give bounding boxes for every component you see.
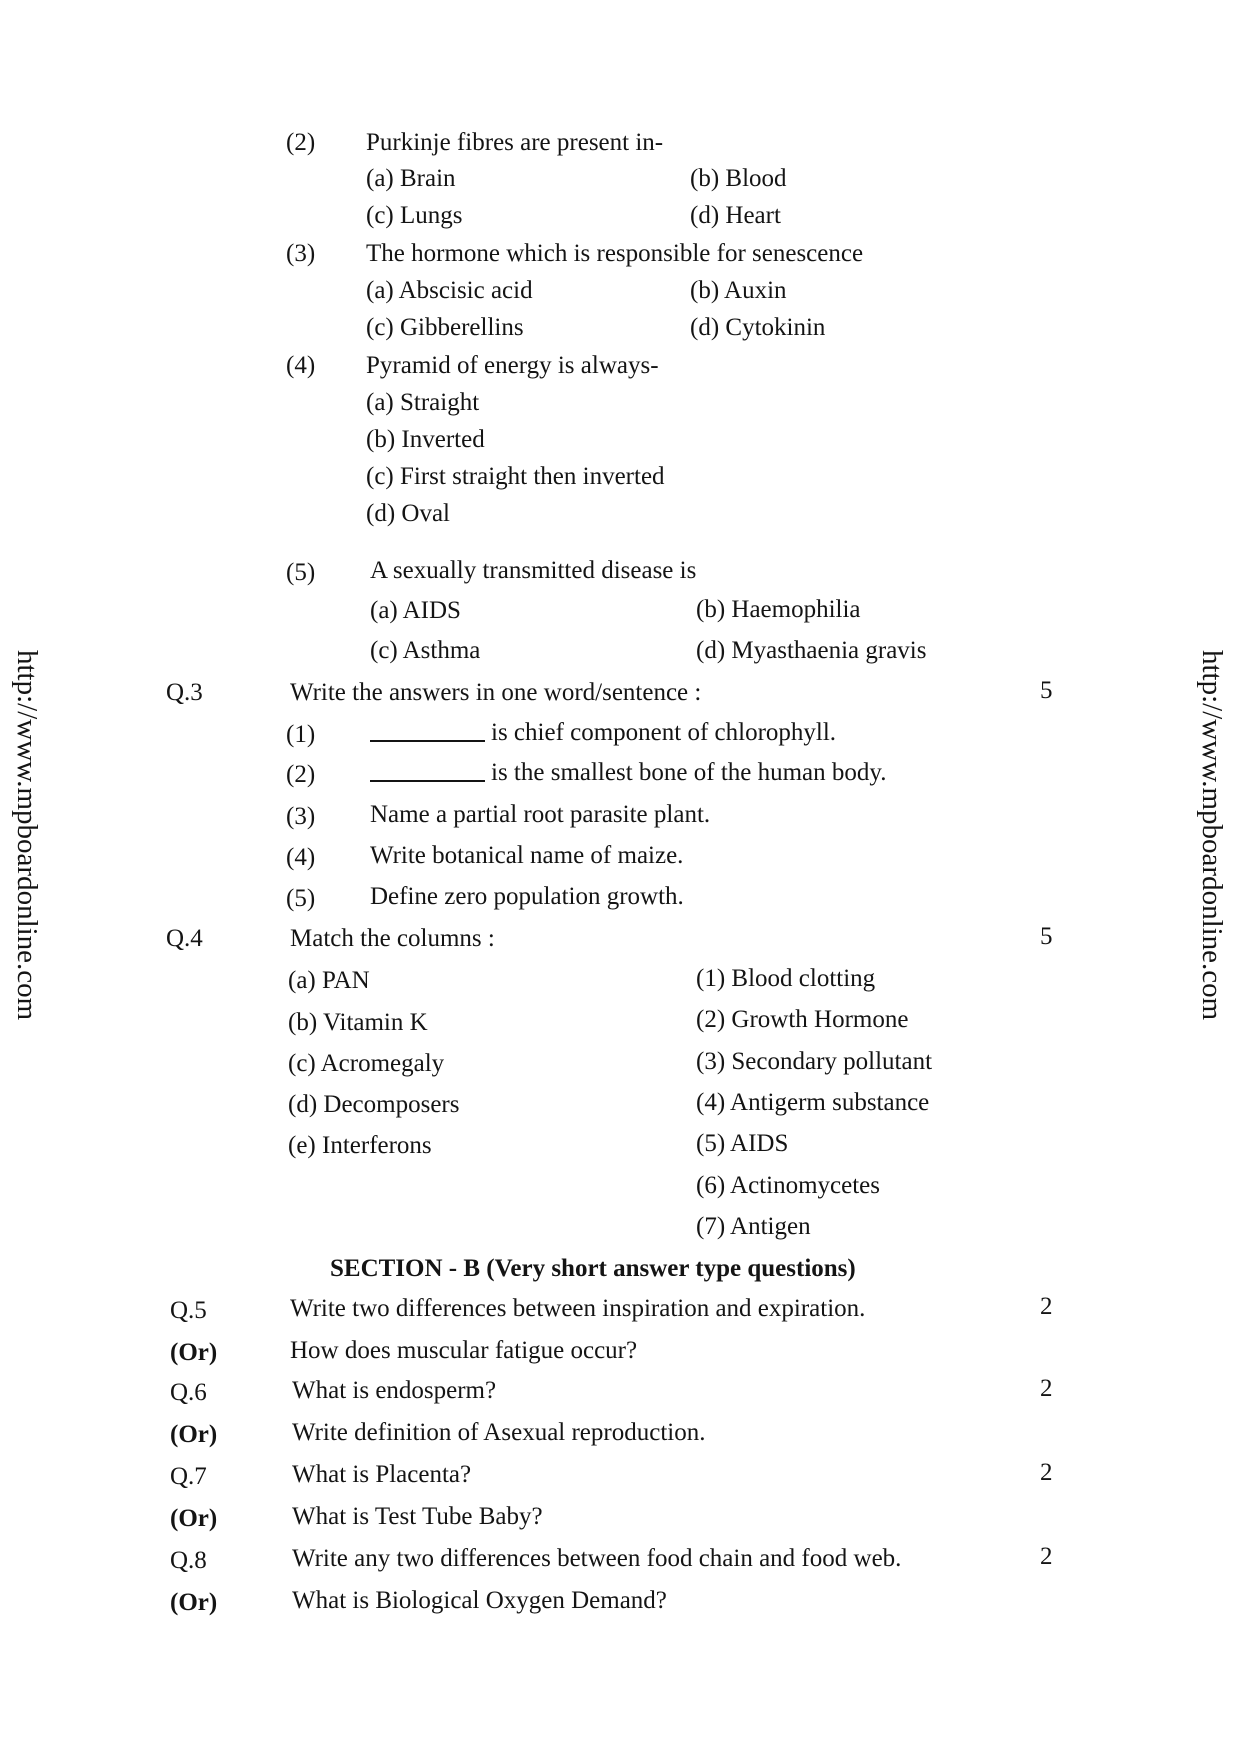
question-label: Q.4 [166, 925, 203, 952]
question-marks: 2 [1040, 1543, 1053, 1570]
item-number: (2) [286, 761, 316, 788]
option-b: (b) Auxin [690, 277, 787, 304]
watermark-url-right: http://www.mpboardonline.com [1196, 650, 1228, 1021]
match-right-item: (2) Growth Hormone [696, 1006, 909, 1033]
option-c: (c) Lungs [366, 202, 463, 229]
item-number: (4) [286, 844, 316, 871]
option-a: (a) AIDS [370, 597, 461, 624]
option-b: (b) Inverted [366, 426, 485, 453]
q2-item-text: Purkinje fibres are present in- [366, 129, 664, 156]
option-d: (d) Heart [690, 202, 781, 229]
option-c: (c) Gibberellins [366, 314, 524, 341]
option-d: (d) Myasthaenia gravis [696, 637, 927, 664]
option-a: (a) Straight [366, 389, 480, 416]
question-marks: 5 [1040, 923, 1053, 950]
q2-item-number: (2) [286, 129, 316, 156]
item-number: (1) [286, 721, 316, 748]
or-label: (Or) [170, 1505, 218, 1532]
match-left-item: (c) Acromegaly [288, 1050, 445, 1077]
q2-item-number: (5) [286, 559, 316, 586]
question-label: Q.6 [170, 1379, 207, 1406]
option-b: (b) Haemophilia [696, 596, 861, 623]
question-text: How does muscular fatigue occur? [290, 1337, 638, 1364]
or-label: (Or) [170, 1589, 218, 1616]
question-text: What is Test Tube Baby? [292, 1503, 543, 1530]
match-right-item: (4) Antigerm substance [696, 1089, 930, 1116]
item-text: Define zero population growth. [370, 883, 684, 910]
answer-blank [370, 740, 485, 742]
option-a: (a) Brain [366, 165, 456, 192]
item-text: is chief component of chlorophyll. [491, 719, 837, 746]
question-text: What is Biological Oxygen Demand? [292, 1587, 667, 1614]
question-title: Write the answers in one word/sentence : [290, 679, 702, 706]
question-label: Q.3 [166, 679, 203, 706]
q2-item-text: A sexually transmitted disease is [370, 557, 697, 584]
question-text: Write any two differences between food chain and food web. [292, 1545, 902, 1572]
option-d: (d) Oval [366, 500, 450, 527]
question-label: Q.7 [170, 1463, 207, 1490]
item-text: Name a partial root parasite plant. [370, 801, 711, 828]
match-left-item: (e) Interferons [288, 1132, 432, 1159]
option-c: (c) First straight then inverted [366, 463, 665, 490]
option-d: (d) Cytokinin [690, 314, 826, 341]
match-right-item: (6) Actinomycetes [696, 1172, 880, 1199]
match-left-item: (b) Vitamin K [288, 1009, 428, 1036]
match-left-item: (a) PAN [288, 967, 370, 994]
answer-blank [370, 780, 485, 782]
question-marks: 2 [1040, 1375, 1053, 1402]
section-b-heading: SECTION - B (Very short answer type questions) [330, 1255, 856, 1282]
option-a: (a) Abscisic acid [366, 277, 533, 304]
item-text: Write botanical name of maize. [370, 842, 684, 869]
question-marks: 2 [1040, 1459, 1053, 1486]
question-label: Q.5 [170, 1297, 207, 1324]
match-right-item: (5) AIDS [696, 1130, 789, 1157]
or-label: (Or) [170, 1421, 218, 1448]
fill-blank-item [370, 720, 836, 745]
or-label: (Or) [170, 1339, 218, 1366]
question-text: What is endosperm? [292, 1377, 497, 1404]
item-text: is the smallest bone of the human body. [491, 759, 887, 786]
question-text: Write definition of Asexual reproduction. [292, 1419, 706, 1446]
question-text: What is Placenta? [292, 1461, 472, 1488]
question-marks: 2 [1040, 1293, 1053, 1320]
fill-blank-item [370, 760, 887, 785]
match-right-item: (3) Secondary pollutant [696, 1048, 933, 1075]
item-number: (3) [286, 803, 316, 830]
q2-item-text: Pyramid of energy is always- [366, 352, 659, 379]
q2-item-text: The hormone which is responsible for senescence [366, 240, 864, 267]
question-label: Q.8 [170, 1547, 207, 1574]
watermark-url-left: http://www.mpboardonline.com [11, 650, 43, 1021]
question-title: Match the columns : [290, 925, 495, 952]
q2-item-number: (3) [286, 240, 316, 267]
item-number: (5) [286, 885, 316, 912]
option-c: (c) Asthma [370, 637, 481, 664]
match-right-item: (7) Antigen [696, 1213, 811, 1240]
match-right-item: (1) Blood clotting [696, 965, 876, 992]
option-b: (b) Blood [690, 165, 787, 192]
question-text: Write two differences between inspiration and expiration. [290, 1295, 866, 1322]
match-left-item: (d) Decomposers [288, 1091, 460, 1118]
q2-item-number: (4) [286, 352, 316, 379]
question-marks: 5 [1040, 677, 1053, 704]
